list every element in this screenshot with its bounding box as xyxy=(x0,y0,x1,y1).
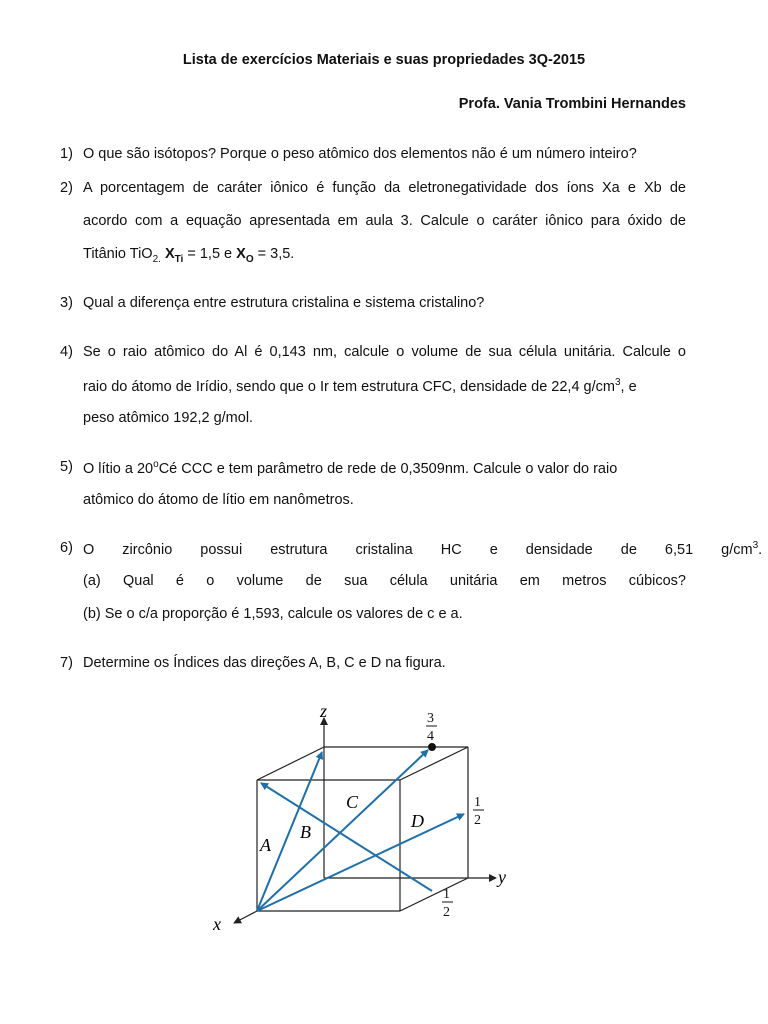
unit-cell-figure xyxy=(200,698,530,940)
document-title: Lista de exercícios Materiais e suas propriedades 3Q-2015 xyxy=(182,52,586,68)
superscript: o xyxy=(153,459,159,470)
unit-cell-diagram xyxy=(200,698,530,940)
fraction-top-denominator: 4 xyxy=(427,729,434,744)
cube-edge xyxy=(400,747,468,780)
question-text-line-1 xyxy=(83,459,686,477)
question-number: 2) xyxy=(60,180,73,196)
fraction-top-numerator: 3 xyxy=(427,711,434,726)
x-axis xyxy=(234,911,257,923)
question-number: 3) xyxy=(60,295,73,311)
subscript-ti: Ti xyxy=(174,253,184,265)
direction-arrows xyxy=(257,750,464,911)
fraction-labels xyxy=(426,711,484,920)
axis-label-x: x xyxy=(213,914,221,934)
question-text-line-2 xyxy=(83,377,686,395)
text-fragment: raio do átomo de Irídio, sendo que o Ir tem estrutura CFC, densidade de 22,4 g/cm xyxy=(83,378,615,395)
question-text: Qual a diferença entre estrutura cristalina e sistema cristalino? xyxy=(83,295,485,311)
question-text-line-3: (b) Se o c/a proporção é 1,593, calcule os valores de c e a. xyxy=(83,606,463,622)
question-text-line-2: acordo com a equação apresentada em aula 3. Calcule o caráter iônico para óxido de xyxy=(83,213,686,229)
fraction-right-numerator: 1 xyxy=(474,795,481,810)
direction-c-arrow xyxy=(257,750,428,911)
question-text-line-2: (a) Qual é o volume de sua célula unitária em metros cúbicos? xyxy=(83,573,686,589)
direction-label-b: B xyxy=(300,822,311,842)
question-text-line-3: peso atômico 192,2 g/mol. xyxy=(83,410,254,426)
text-fragment: . xyxy=(758,541,763,558)
direction-label-c: C xyxy=(346,792,359,812)
question-text: Determine os Índices das direções A, B, C e D na figura. xyxy=(83,655,446,671)
question-number: 5) xyxy=(60,459,73,475)
fraction-bottom-denominator: 2 xyxy=(443,905,450,920)
question-text-line-2: atômico do átomo de lítio em nanômetros. xyxy=(83,492,354,508)
symbol-x: X xyxy=(164,246,175,262)
question-text-line-1 xyxy=(83,540,763,558)
fraction-bottom-numerator: 1 xyxy=(443,887,450,902)
question-number: 7) xyxy=(60,655,73,671)
cube-edge xyxy=(257,747,324,780)
axis-label-z: z xyxy=(320,701,328,721)
superscript: 3 xyxy=(752,540,759,551)
fraction-right-denominator: 2 xyxy=(474,813,481,828)
text-fragment: Titânio TiO xyxy=(83,246,153,262)
question-number: 1) xyxy=(60,146,73,162)
axis-label-y: y xyxy=(498,867,506,887)
symbol-x: X xyxy=(236,246,246,262)
direction-label-a: A xyxy=(260,835,271,855)
question-text: O que são isótopos? Porque o peso atômico dos elementos não é um número inteiro? xyxy=(83,146,637,162)
subscript-o: O xyxy=(245,253,254,265)
text-fragment: Cé CCC e tem parâmetro de rede de 0,3509nm. Calcule o valor do raio xyxy=(158,460,618,477)
question-text-line-1: Se o raio atômico do Al é 0,143 nm, calcule o volume de sua célula unitária. Calcule o xyxy=(83,344,686,360)
cube-edges xyxy=(257,747,468,911)
author-name: Profa. Vania Trombini Hernandes xyxy=(458,96,686,112)
point-marker xyxy=(428,743,436,751)
text-fragment: O lítio a 20 xyxy=(83,460,154,477)
subscript: 2. xyxy=(152,253,161,265)
question-text-line-3 xyxy=(83,246,686,265)
text-fragment: , e xyxy=(620,378,637,395)
cube-edge xyxy=(400,878,468,911)
direction-d-arrow xyxy=(257,814,464,911)
text-fragment: O zircônio possui estrutura cristalina HC e densidade de 6,51 g/cm xyxy=(83,541,753,558)
direction-label-d: D xyxy=(411,811,424,831)
question-number: 4) xyxy=(60,344,73,360)
text-fragment: = 1,5 e xyxy=(183,246,237,262)
question-number: 6) xyxy=(60,540,73,556)
question-text-line-1: A porcentagem de caráter iônico é função da eletronegatividade dos íons Xa e Xb de xyxy=(83,180,686,196)
superscript: 3 xyxy=(614,377,621,388)
text-fragment: = 3,5. xyxy=(253,246,295,262)
